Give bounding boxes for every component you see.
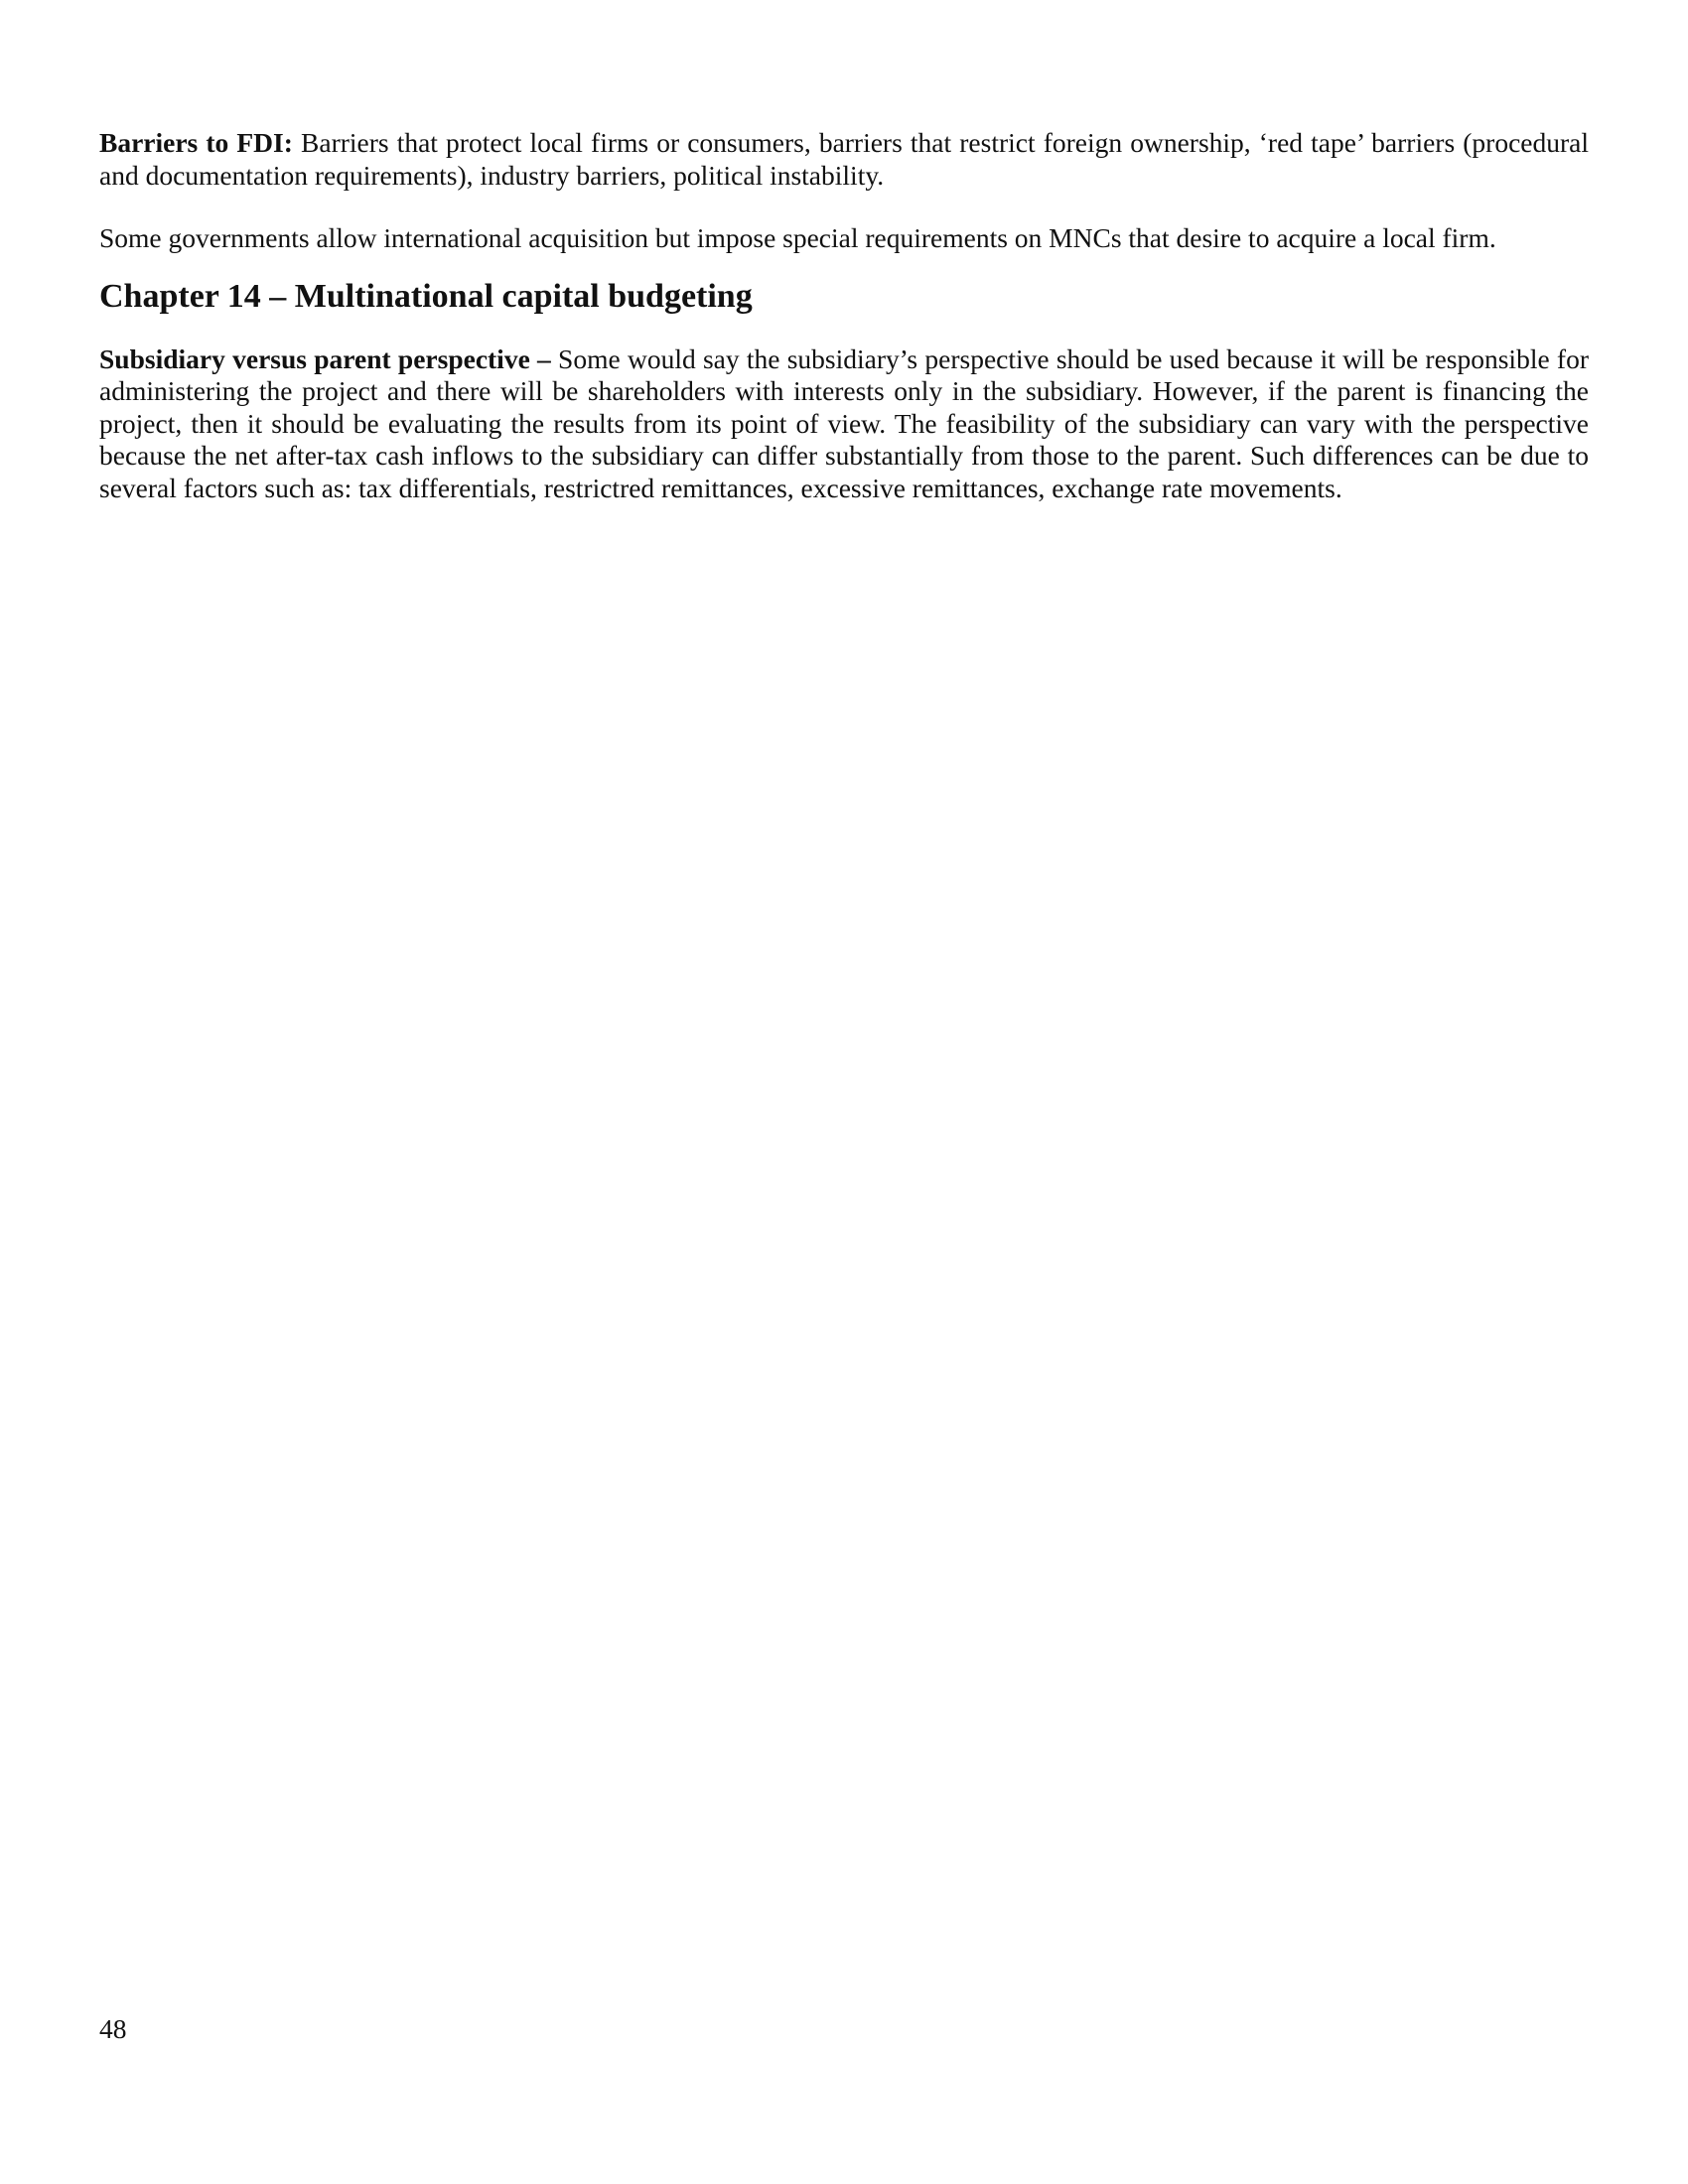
barriers-to-fdi-paragraph xyxy=(99,127,1589,192)
document-page xyxy=(99,127,1589,504)
page-number: 48 xyxy=(99,2013,127,2044)
subsidiary-perspective-text: Some would say the subsidiary’s perspective should be used because it will be responsible for administering the project and there will be shareholders with interests only in the subsidiary. However, if the parent is financing the project, then it should be evaluating the results from its point of view. The feasibility of the subsidiary can vary with the perspective because the net after-tax cash inflows to the subsidiary can differ substantially from those to the parent. Such differences can be due to several factors such as: tax differentials, restrictred remittances, excessive remittances, exchange rate movements. xyxy=(99,342,1589,503)
chapter-heading: Chapter 14 – Multinational capital budgeting xyxy=(99,277,753,315)
acquisition-paragraph xyxy=(99,222,1589,255)
subsidiary-perspective-term: Subsidiary versus parent perspective – xyxy=(99,342,551,374)
acquisition-text: Some governments allow international acquisition but impose special requirements on MNCs that desire to acquire a local firm. xyxy=(99,222,1496,253)
subsidiary-perspective-paragraph xyxy=(99,343,1589,505)
barriers-to-fdi-term: Barriers to FDI: xyxy=(99,127,293,158)
barriers-to-fdi-text: Barriers that protect local firms or consumers, barriers that restrict foreign ownership, ‘red tape’ barriers (procedural and documentation requirements), industry barriers, political instability. xyxy=(99,127,1589,191)
